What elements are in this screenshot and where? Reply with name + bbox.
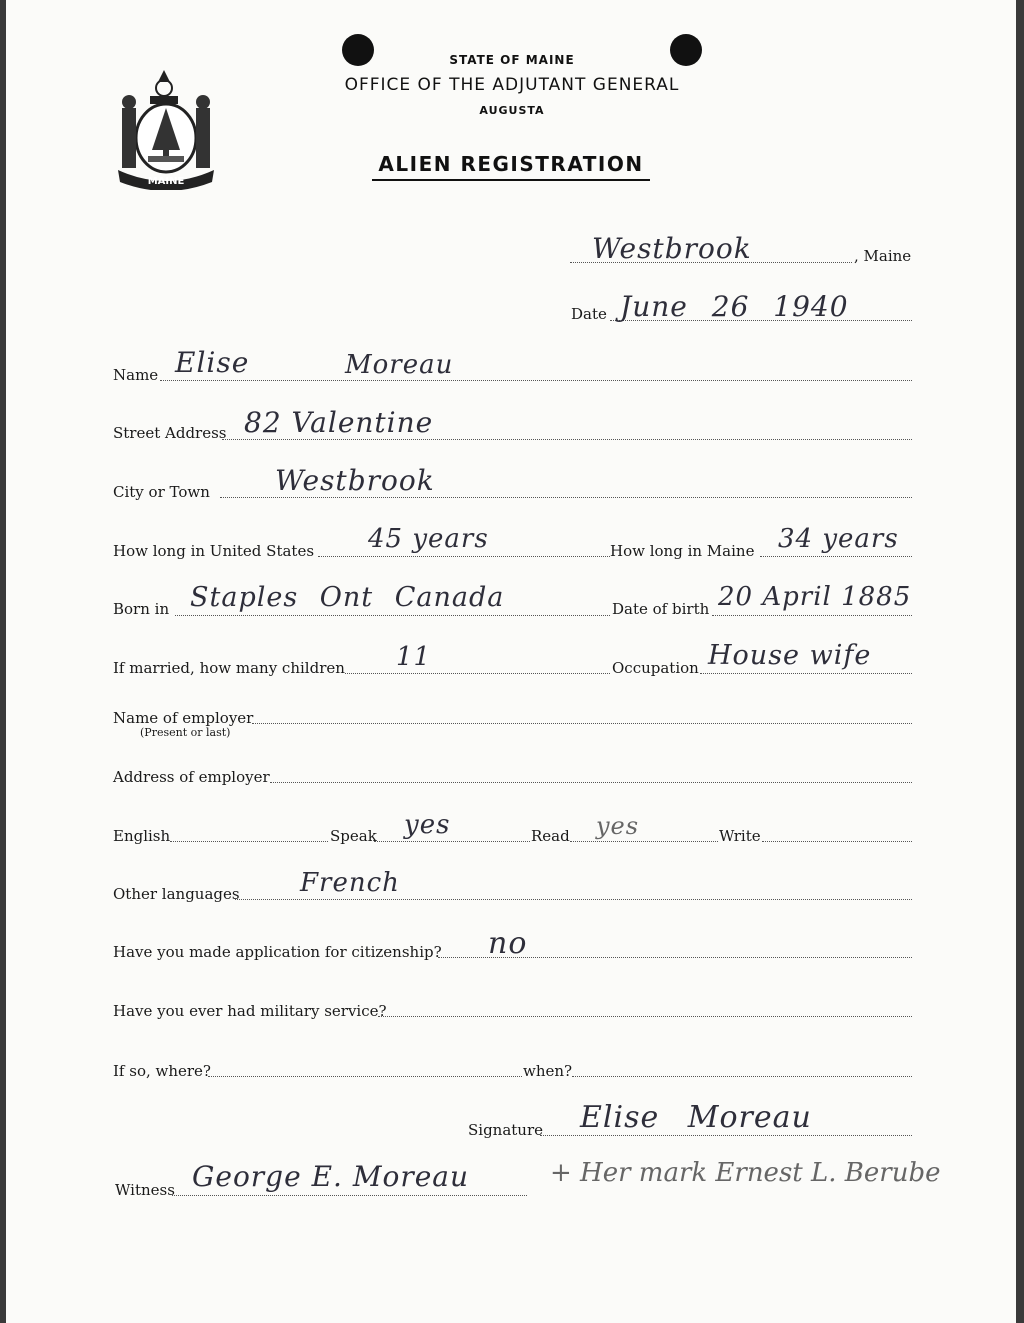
citizenship-label: Have you made application for citizenship?	[113, 943, 442, 961]
speak-line	[374, 841, 530, 842]
military-label: Have you ever had military service?	[113, 1002, 387, 1020]
street-value: 82 Valentine	[244, 406, 434, 439]
name-label: Name	[113, 366, 159, 384]
born-label: Born in	[113, 600, 170, 618]
when-label: when?	[523, 1062, 573, 1080]
witness-line	[172, 1195, 527, 1196]
when-line	[572, 1076, 912, 1077]
citizenship-value: no	[488, 926, 528, 961]
date-label: Date	[571, 305, 607, 323]
signature-label: Signature	[468, 1121, 544, 1139]
witness-mark-value: + Her mark Ernest L. Berube	[550, 1158, 941, 1188]
town-value: Westbrook	[592, 232, 752, 265]
children-value: 11	[396, 642, 432, 672]
signature-line	[540, 1135, 912, 1136]
children-label: If married, how many children	[113, 659, 345, 677]
years-maine-value: 34 years	[778, 524, 899, 554]
town-suffix-label: , Maine	[854, 247, 912, 265]
where-label: If so, where?	[113, 1062, 211, 1080]
read-value: yes	[596, 812, 640, 840]
name-line	[160, 380, 912, 381]
english-line	[170, 841, 328, 842]
speak-label: Speak	[330, 827, 377, 845]
employer-note: (Present or last)	[140, 726, 231, 739]
first-name-value: Elise	[175, 346, 250, 379]
street-label: Street Address	[113, 424, 227, 442]
write-label: Write	[719, 827, 761, 845]
languages-value: French	[300, 868, 400, 898]
read-line	[570, 841, 718, 842]
header-city: AUGUSTA	[479, 104, 545, 117]
speak-value: yes	[404, 810, 451, 840]
city-line	[220, 497, 912, 498]
witness-value: George E. Moreau	[192, 1160, 470, 1193]
languages-line	[235, 899, 912, 900]
children-line	[345, 673, 610, 674]
street-line	[222, 439, 912, 440]
read-label: Read	[531, 827, 570, 845]
header-state: STATE OF MAINE	[449, 53, 575, 67]
dob-line	[712, 615, 912, 616]
languages-label: Other languages	[113, 885, 240, 903]
years-maine-line	[760, 556, 912, 557]
english-label: English	[113, 827, 171, 845]
born-value: Staples Ont Canada	[190, 582, 505, 613]
where-line	[208, 1076, 522, 1077]
military-line	[378, 1016, 912, 1017]
occupation-label: Occupation	[612, 659, 699, 677]
date-value: June 26 1940	[620, 290, 849, 323]
employer-address-label: Address of employer	[113, 768, 270, 786]
years-us-value: 45 years	[368, 524, 489, 554]
years-us-line	[318, 556, 610, 557]
employer-line	[252, 723, 912, 724]
occupation-value: House wife	[708, 640, 872, 671]
write-line	[762, 841, 912, 842]
born-line	[175, 615, 610, 616]
seal-text: MAINE	[147, 176, 185, 187]
city-label: City or Town	[113, 483, 210, 501]
occupation-line	[700, 673, 912, 674]
signature-value: Elise Moreau	[580, 1100, 812, 1135]
last-name-value: Moreau	[345, 350, 454, 380]
employer-address-line	[270, 782, 912, 783]
dob-value: 20 April 1885	[718, 582, 912, 612]
employer-label: Name of employer	[113, 709, 254, 727]
header-office: OFFICE OF THE ADJUTANT GENERAL	[344, 75, 680, 95]
years-us-label: How long in United States	[113, 542, 315, 560]
form-title: ALIEN REGISTRATION	[372, 152, 650, 181]
years-maine-label: How long in Maine	[610, 542, 755, 560]
witness-label: Witness	[115, 1181, 175, 1199]
city-value: Westbrook	[275, 464, 435, 497]
dob-label: Date of birth	[612, 600, 710, 618]
